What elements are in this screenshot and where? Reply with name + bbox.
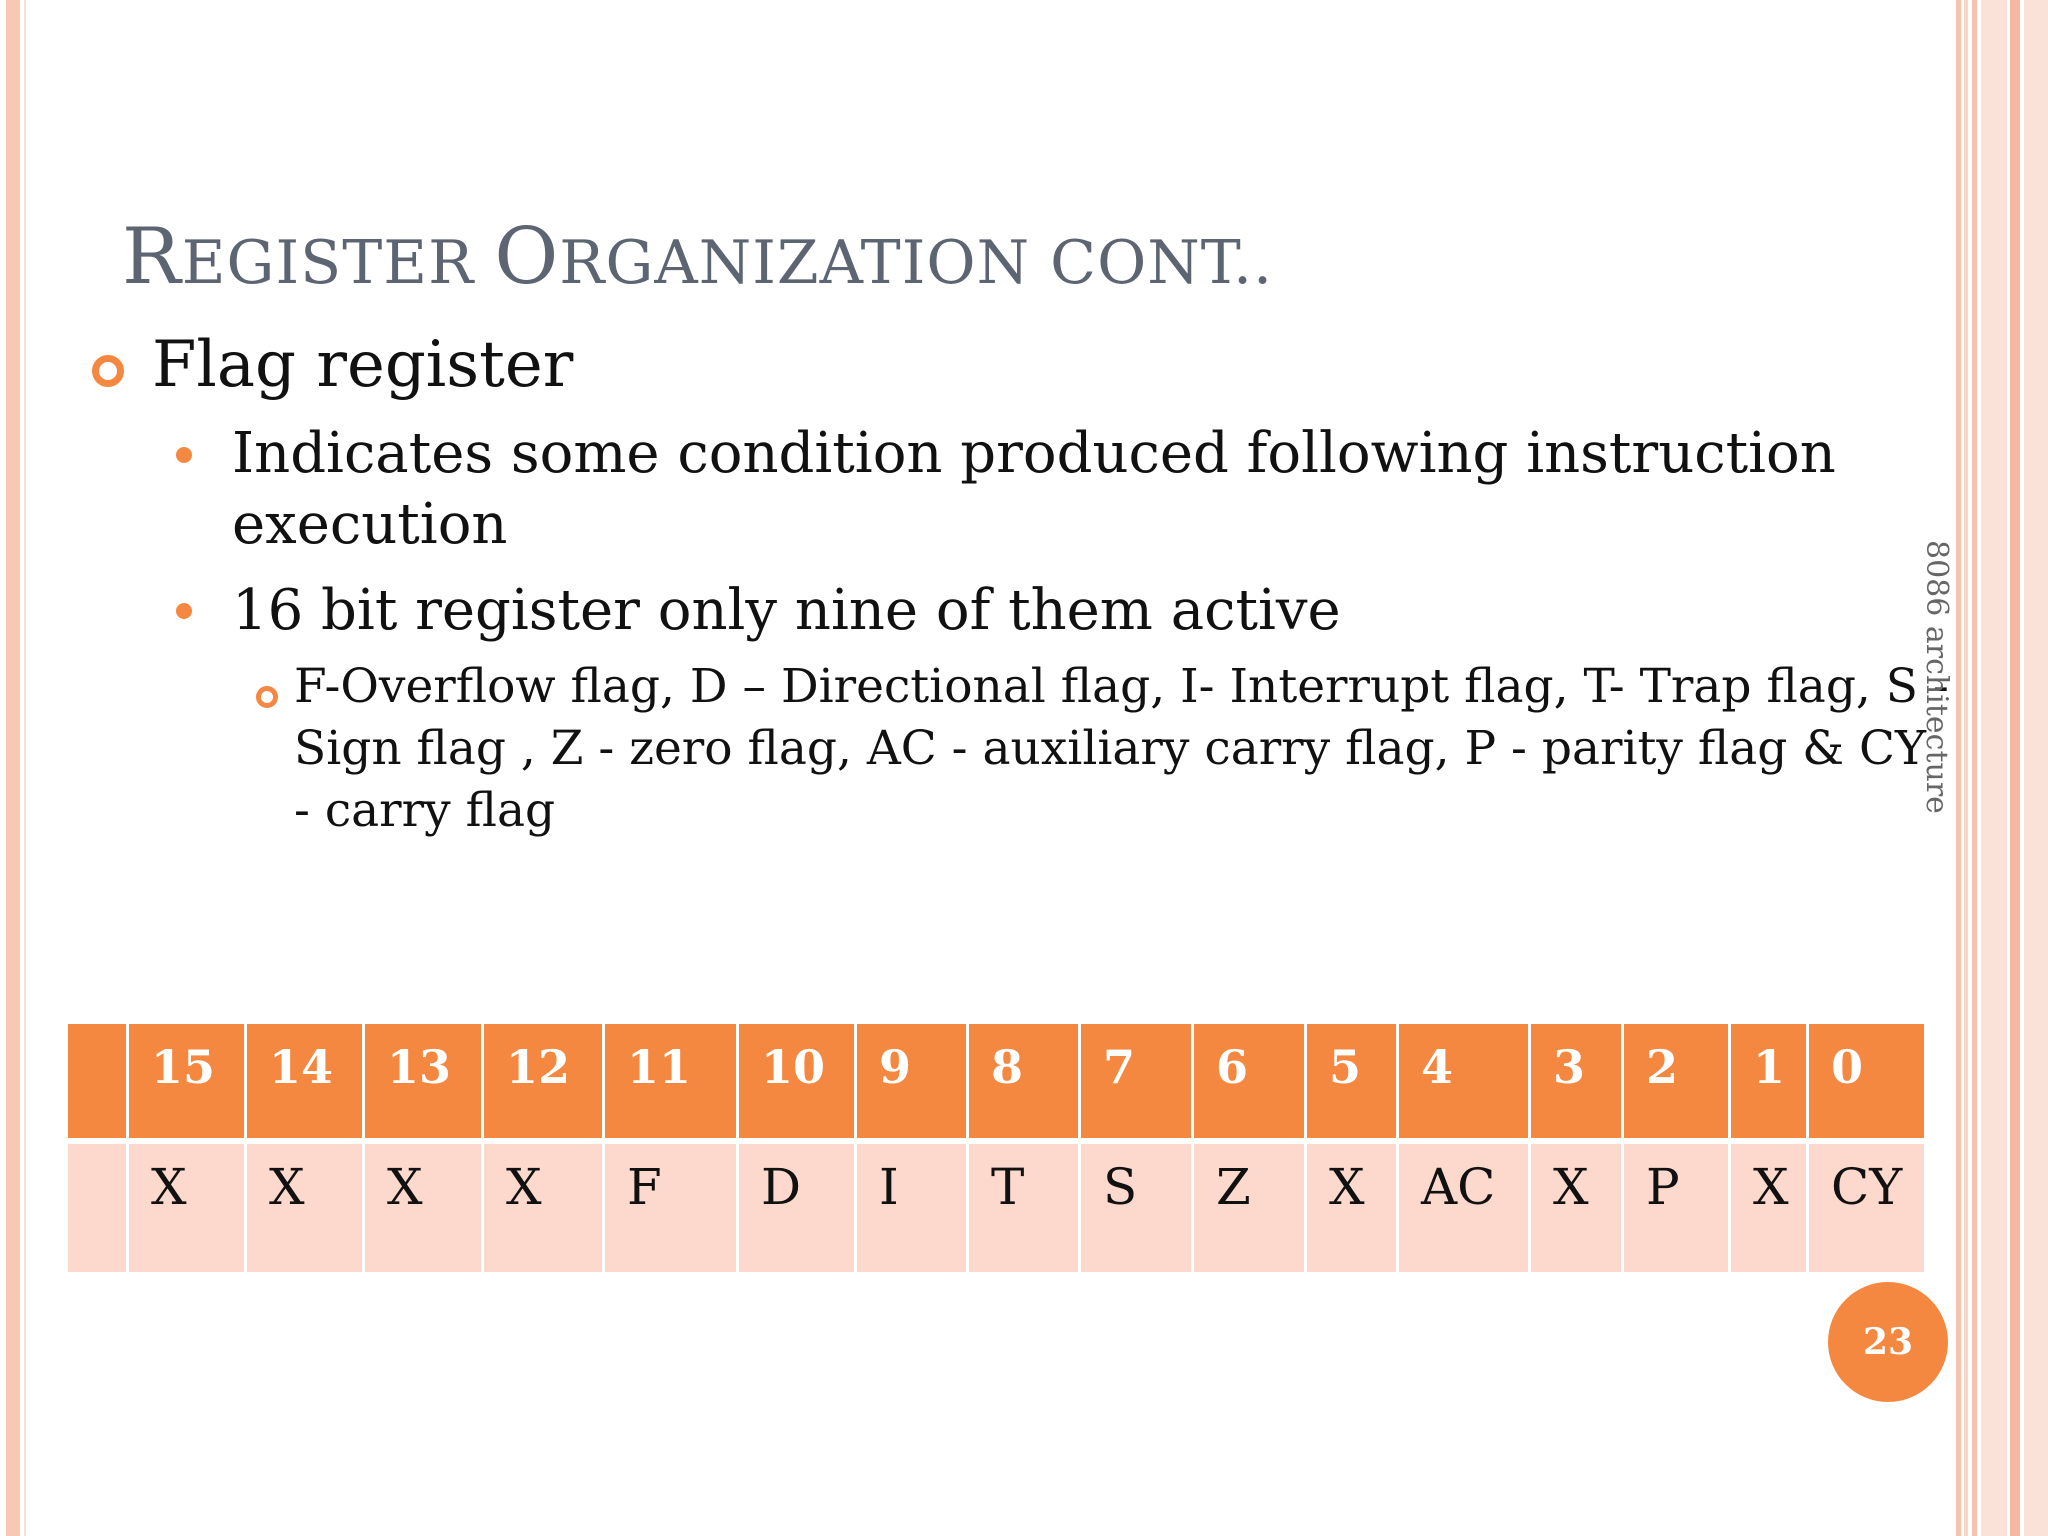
- title-text: RGANIZATION: [559, 228, 1051, 298]
- title-text: EGISTER: [181, 228, 495, 298]
- left-border-line: [24, 0, 26, 1536]
- flag-cell: X: [1528, 1144, 1621, 1272]
- flag-name-row: [68, 1144, 1924, 1272]
- flag-cell: D: [736, 1144, 854, 1272]
- flag-cell: X: [1304, 1144, 1396, 1272]
- dot-bullet-icon: [176, 603, 192, 619]
- flag-cell: P: [1621, 1144, 1728, 1272]
- bit-cell: 0: [1806, 1024, 1924, 1144]
- bit-cell: 9: [854, 1024, 966, 1144]
- side-label: 8086 architecture: [1919, 540, 1954, 814]
- bit-cell: 10: [736, 1024, 854, 1144]
- bit-cell: 6: [1191, 1024, 1304, 1144]
- flag-cell: T: [966, 1144, 1078, 1272]
- bit-cell: 12: [481, 1024, 602, 1144]
- flag-register-table: [68, 1024, 1924, 1272]
- bit-cell: 5: [1304, 1024, 1396, 1144]
- dot-bullet-icon: [176, 447, 192, 463]
- left-border-decoration: [6, 0, 20, 1536]
- bit-cell: 2: [1621, 1024, 1728, 1144]
- title-initial: O: [494, 212, 560, 302]
- title-initial: R: [122, 212, 182, 302]
- right-border-stripe: [1972, 0, 1977, 1536]
- flag-cell: I: [854, 1144, 966, 1272]
- flag-cell: Z: [1191, 1144, 1304, 1272]
- bit-cell: 4: [1396, 1024, 1528, 1144]
- bullet-16-bit-register: 16 bit register only nine of them active: [232, 578, 1341, 643]
- bit-cell: 8: [966, 1024, 1078, 1144]
- flag-cell: S: [1078, 1144, 1191, 1272]
- bit-cell: 13: [362, 1024, 481, 1144]
- bit-cell: 14: [244, 1024, 362, 1144]
- flag-cell: AC: [1396, 1144, 1528, 1272]
- right-border-stripe: [1964, 0, 1968, 1536]
- right-border-stripe: [2024, 0, 2048, 1536]
- bit-cell: 15: [126, 1024, 244, 1144]
- bit-cell: 7: [1078, 1024, 1191, 1144]
- bullet-flag-register: Flag register: [152, 328, 574, 402]
- right-border-stripe: [1956, 0, 1961, 1536]
- bullet-indicates-condition: Indicates some condition produced following instruction execution: [232, 421, 1836, 557]
- table-spacer-cell: [68, 1024, 126, 1144]
- ring-bullet-icon: [256, 686, 278, 708]
- bit-cell: 11: [602, 1024, 736, 1144]
- table-spacer-cell: [68, 1144, 126, 1272]
- flag-cell: X: [244, 1144, 362, 1272]
- flag-cell: X: [126, 1144, 244, 1272]
- right-border-stripe: [2010, 0, 2020, 1536]
- flag-cell: X: [1728, 1144, 1806, 1272]
- slide-title: [122, 212, 1274, 302]
- page-number-badge: 23: [1828, 1282, 1948, 1402]
- right-border-stripe: [1981, 0, 2007, 1536]
- bit-number-row: [68, 1024, 1924, 1144]
- ring-bullet-icon: [92, 355, 124, 387]
- bullet-flag-list: F-Overflow flag, D – Directional flag, I- Interrupt flag, T- Trap flag, S -Sign flag , Z - zero flag, AC - auxiliary carry flag, P - parity flag & CY - carry flag: [294, 659, 1949, 838]
- bit-cell: 1: [1728, 1024, 1806, 1144]
- flag-cell: X: [481, 1144, 602, 1272]
- flag-cell: X: [362, 1144, 481, 1272]
- title-text: CONT..: [1050, 228, 1274, 298]
- flag-cell: F: [602, 1144, 736, 1272]
- bit-cell: 3: [1528, 1024, 1621, 1144]
- flag-cell: CY: [1806, 1144, 1924, 1272]
